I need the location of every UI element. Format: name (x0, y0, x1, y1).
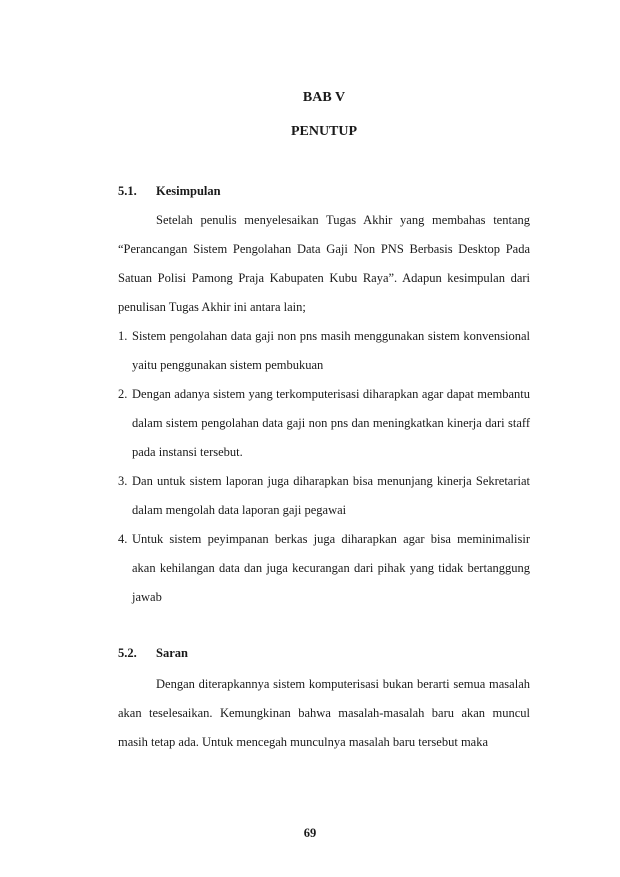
chapter-title: PENUTUP (290, 124, 358, 139)
section-number: 5.2. (118, 646, 137, 660)
paragraph-saran-intro: Dengan diterapkannya sistem komputerisasi bukan berarti semua masalah akan teselesaikan. Kemungkinan bahwa masalah-masalah baru akan muncul masih tetap ada. Untuk mencegah munculnya masalah baru tersebut maka (118, 677, 530, 749)
section-title: Kesimpulan (156, 184, 221, 198)
list-item-text: Untuk sistem peyimpanan berkas juga diharapkan agar bisa meminimalisir akan kehilangan data dan juga kecurangan dari pihak yang tidak bertanggung jawab (132, 532, 530, 604)
chapter-number: BAB V (302, 90, 346, 105)
list-marker: 4. (118, 532, 128, 546)
list-item (118, 467, 530, 525)
page-number: 69 (303, 826, 317, 840)
list-marker: 1. (118, 329, 128, 343)
section-number: 5.1. (118, 184, 137, 198)
list-item (118, 380, 530, 467)
section-heading-kesimpulan (118, 184, 221, 199)
section-title: Saran (156, 646, 188, 660)
list-item (118, 322, 530, 380)
list-item-text: Dengan adanya sistem yang terkomputerisasi diharapkan agar dapat membantu dalam sistem pengolahan data gaji non pns dan meningkatkan kinerja dari staff pada instansi tersebut. (132, 387, 530, 459)
list-marker: 3. (118, 474, 128, 488)
list-marker: 2. (118, 387, 128, 401)
list-item-text: Dan untuk sistem laporan juga diharapkan bisa menunjang kinerja Sekretariat dalam mengolah data laporan gaji pegawai (132, 474, 530, 517)
list-item-text: Sistem pengolahan data gaji non pns masih menggunakan sistem konvensional yaitu penggunakan sistem pembukuan (132, 329, 530, 372)
conclusion-list (118, 322, 530, 612)
section-heading-saran (118, 646, 188, 661)
list-item (118, 525, 530, 612)
paragraph-kesimpulan-intro: Setelah penulis menyelesaikan Tugas Akhir yang membahas tentang “Perancangan Sistem Pengolahan Data Gaji Non PNS Berbasis Desktop Pada Satuan Polisi Pamong Praja Kabupaten Kubu Raya”. Adapun kesimpulan dari penulisan Tugas Akhir ini antara lain; (118, 213, 530, 314)
